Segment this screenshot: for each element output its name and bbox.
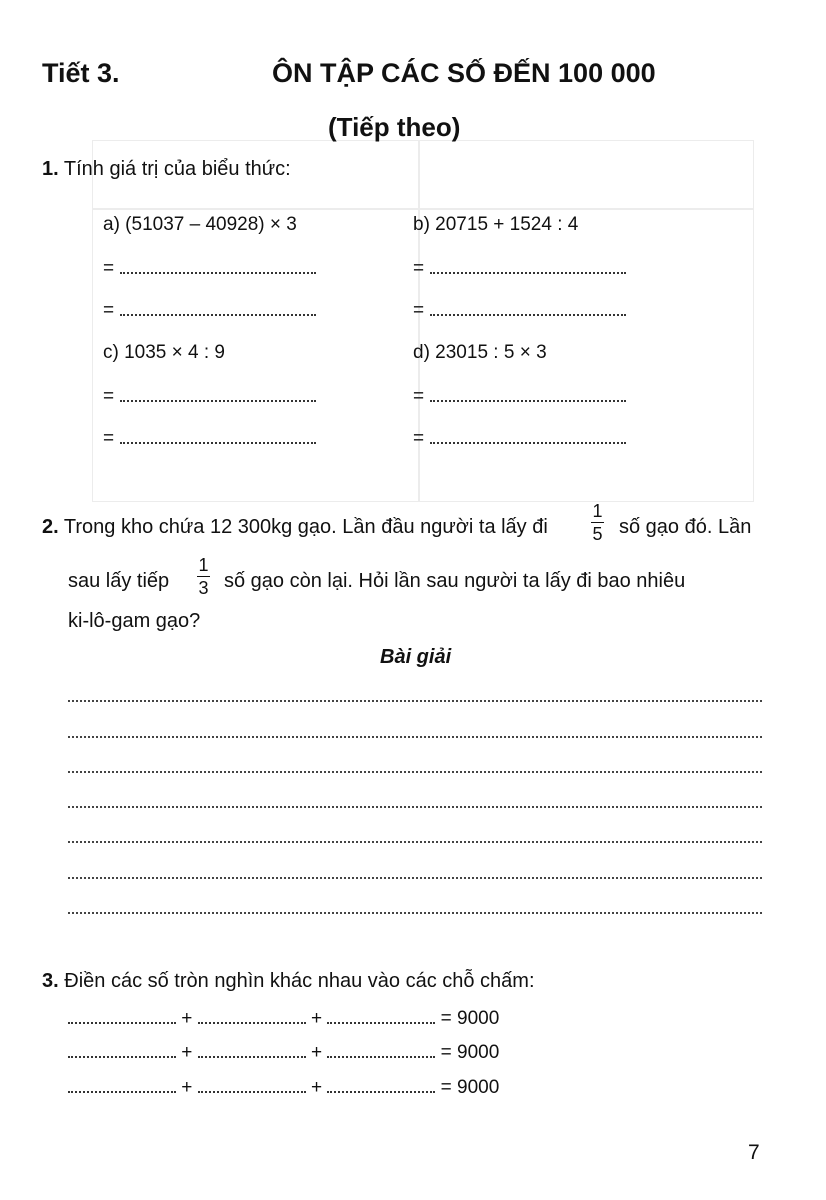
expression-a: a) (51037 – 40928) × 3 bbox=[103, 214, 297, 235]
answer-line-a2[interactable] bbox=[103, 300, 316, 322]
exercise-3-number: 3. bbox=[42, 970, 59, 992]
exercise-1-heading bbox=[42, 158, 291, 181]
exercise-3-heading bbox=[42, 970, 535, 993]
answer-blank[interactable] bbox=[430, 441, 626, 444]
solution-writing-line[interactable] bbox=[68, 841, 762, 843]
problem-text: số gạo đó. Lần bbox=[619, 516, 752, 538]
answer-line-b1[interactable] bbox=[413, 258, 626, 280]
solution-writing-line[interactable] bbox=[68, 736, 762, 738]
equals-sign: = bbox=[103, 258, 115, 279]
fraction-one-fifth bbox=[591, 501, 604, 544]
equals-sign: = bbox=[413, 300, 425, 321]
exercise-1-number: 1. bbox=[42, 158, 59, 180]
expression-c: c) 1035 × 4 : 9 bbox=[103, 342, 225, 363]
equals-total: = 9000 bbox=[440, 1077, 500, 1098]
exercise-2-line-1 bbox=[42, 516, 548, 539]
number-blank[interactable] bbox=[198, 1022, 306, 1024]
equals-sign: = bbox=[103, 428, 115, 449]
page-number: 7 bbox=[748, 1141, 760, 1164]
equals-sign: = bbox=[103, 386, 115, 407]
answer-blank[interactable] bbox=[120, 313, 316, 316]
equals-sign: = bbox=[103, 300, 115, 321]
equals-sign: = bbox=[413, 258, 425, 279]
answer-line-a1[interactable] bbox=[103, 258, 316, 280]
problem-text: số gạo còn lại. Hỏi lần sau người ta lấy đi bao nhiêu bbox=[224, 570, 686, 592]
bleed-through-line bbox=[92, 208, 754, 210]
answer-line-c2[interactable] bbox=[103, 428, 316, 450]
fill-in-row bbox=[68, 1008, 499, 1030]
solution-writing-line[interactable] bbox=[68, 771, 762, 773]
number-blank[interactable] bbox=[198, 1056, 306, 1058]
solution-writing-line[interactable] bbox=[68, 700, 762, 702]
plus-sign: + bbox=[181, 1077, 193, 1098]
fraction-numerator: 1 bbox=[592, 501, 603, 521]
answer-blank[interactable] bbox=[120, 441, 316, 444]
fill-in-row bbox=[68, 1042, 499, 1064]
problem-text: sau lấy tiếp bbox=[68, 570, 170, 592]
fraction-bar bbox=[197, 576, 210, 577]
page-title: ÔN TẬP CÁC SỐ ĐẾN 100 000 bbox=[272, 58, 656, 88]
equals-total: = 9000 bbox=[440, 1042, 500, 1063]
fraction-numerator: 1 bbox=[198, 555, 209, 575]
page-subtitle: (Tiếp theo) bbox=[328, 112, 461, 142]
solution-title: Bài giải bbox=[380, 646, 452, 668]
plus-sign: + bbox=[181, 1008, 193, 1029]
answer-line-b2[interactable] bbox=[413, 300, 626, 322]
solution-writing-line[interactable] bbox=[68, 877, 762, 879]
equals-sign: = bbox=[413, 386, 425, 407]
plus-sign: + bbox=[181, 1042, 193, 1063]
answer-line-c1[interactable] bbox=[103, 386, 316, 408]
solution-writing-line[interactable] bbox=[68, 912, 762, 914]
number-blank[interactable] bbox=[68, 1091, 176, 1093]
expression-d: d) 23015 : 5 × 3 bbox=[413, 342, 547, 363]
problem-text: ki-lô-gam gạo? bbox=[68, 610, 201, 632]
fill-in-row bbox=[68, 1077, 499, 1099]
answer-blank[interactable] bbox=[430, 313, 626, 316]
plus-sign: + bbox=[310, 1077, 323, 1098]
answer-line-d1[interactable] bbox=[413, 386, 626, 408]
number-blank[interactable] bbox=[327, 1056, 435, 1058]
fraction-one-third bbox=[197, 555, 210, 598]
solution-writing-line[interactable] bbox=[68, 806, 762, 808]
equals-total: = 9000 bbox=[440, 1008, 500, 1029]
exercise-1-prompt: Tính giá trị của biểu thức: bbox=[63, 158, 291, 180]
number-blank[interactable] bbox=[327, 1022, 435, 1024]
answer-line-d2[interactable] bbox=[413, 428, 626, 450]
answer-blank[interactable] bbox=[120, 271, 316, 274]
lesson-label: Tiết 3. bbox=[42, 58, 120, 88]
fraction-denominator: 3 bbox=[198, 578, 209, 598]
plus-sign: + bbox=[310, 1042, 323, 1063]
fraction-denominator: 5 bbox=[592, 524, 603, 544]
answer-blank[interactable] bbox=[430, 399, 626, 402]
equals-sign: = bbox=[413, 428, 425, 449]
plus-sign: + bbox=[310, 1008, 323, 1029]
answer-blank[interactable] bbox=[120, 399, 316, 402]
problem-text: Trong kho chứa 12 300kg gạo. Lần đầu người ta lấy đi bbox=[63, 516, 548, 538]
number-blank[interactable] bbox=[198, 1091, 306, 1093]
number-blank[interactable] bbox=[68, 1022, 176, 1024]
exercise-2-number: 2. bbox=[42, 516, 59, 538]
number-blank[interactable] bbox=[68, 1056, 176, 1058]
answer-blank[interactable] bbox=[430, 271, 626, 274]
expression-b: b) 20715 + 1524 : 4 bbox=[413, 214, 579, 235]
exercise-3-prompt: Điền các số tròn nghìn khác nhau vào các chỗ chấm: bbox=[64, 970, 535, 992]
number-blank[interactable] bbox=[327, 1091, 435, 1093]
fraction-bar bbox=[591, 522, 604, 523]
